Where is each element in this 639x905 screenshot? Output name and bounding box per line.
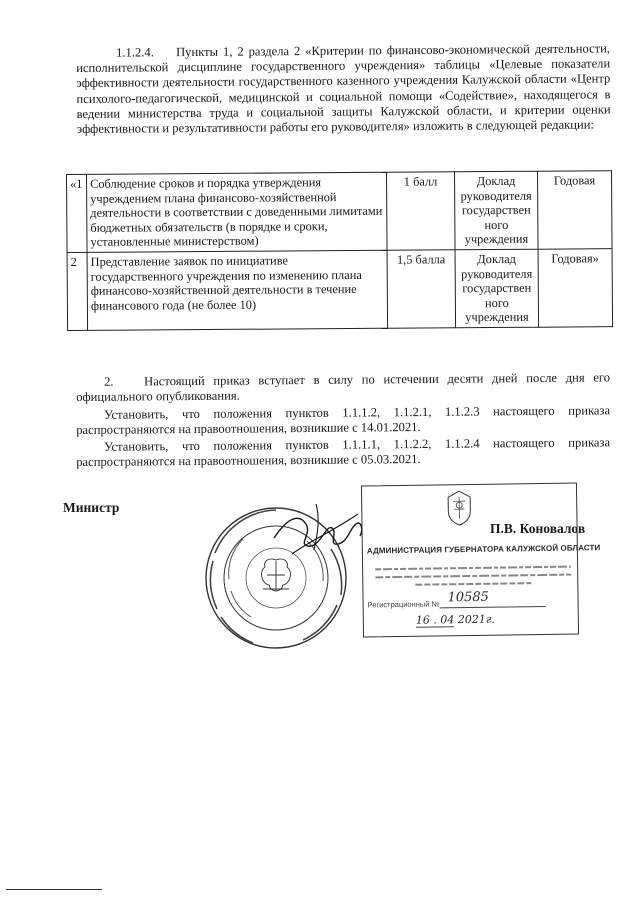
registration-stamp bbox=[361, 482, 601, 637]
row-number: 2 bbox=[67, 252, 88, 330]
paragraph-text: Настоящий приказ вступает в силу по истечении десяти дней после дня его официального опубликования. bbox=[76, 370, 611, 405]
paragraph-text: Установить, что положения пунктов 1.1.1.1, 1.1.2.2, 1.1.2.4 настоящего приказа распространяются на правоотношения, возникшие с 05.03.2021. bbox=[76, 435, 611, 470]
coat-of-arms-icon bbox=[444, 489, 475, 527]
registration-number: 10585 bbox=[447, 589, 489, 606]
source-cell: Доклад руководителя государствен ного учреждения bbox=[454, 171, 538, 250]
registration-year: 2021г. bbox=[457, 612, 495, 627]
score-cell: 1 балл bbox=[386, 172, 455, 250]
paragraph-text: Пункты 1, 2 раздела 2 «Критерии по финансово-экономической деятельности, исполнительской дисциплине государственного учреждения» таблицы «Целевые показатели эффективности деятельности государственного казенного учреждения Калужской области «Центр психолого-педагогической, медицинской и социальной помощи «Содействие», находящегося в ведении министерства труда и социальной защиты Калужской области, и критерии оценки эффективности и результативности работы его руководителя» изложить в следующей редакции: bbox=[76, 41, 611, 137]
table-row bbox=[67, 171, 613, 253]
period-cell: Годовая bbox=[537, 171, 612, 249]
paragraph-text: Установить, что положения пунктов 1.1.1.2, 1.1.2.1, 1.1.2.3 настоящего приказа распространяются на правоотношения, возникшие с 14.01.2021. bbox=[76, 403, 611, 438]
stamp-header: АДМИНИСТРАЦИЯ ГУБЕРНАТОРА КАЛУЖСКОЙ ОБЛАСТИ bbox=[366, 543, 601, 556]
score-cell: 1,5 балла bbox=[387, 250, 456, 328]
table-row bbox=[67, 249, 613, 331]
paragraph-number: 1.1.2.4. bbox=[115, 45, 154, 60]
registration-date bbox=[416, 612, 556, 628]
paragraph-number: 2. bbox=[103, 374, 114, 389]
registration-label: Регистрационный № bbox=[367, 599, 440, 610]
paragraph-2 bbox=[76, 370, 610, 405]
signer-title: Министр bbox=[63, 500, 120, 515]
signer-name: П.В. Коновалов bbox=[490, 521, 586, 536]
paragraph-4 bbox=[76, 435, 610, 470]
paragraph-1-1-2-4 bbox=[76, 41, 611, 137]
registration-date-value: 16 . 04 bbox=[415, 613, 455, 627]
stamp-text-line bbox=[375, 580, 571, 589]
footnote-separator bbox=[6, 889, 102, 890]
source-cell: Доклад руководителя государствен ного учреждения bbox=[455, 249, 539, 328]
paragraph-3 bbox=[76, 403, 610, 438]
criterion-cell: Соблюдение сроков и порядка утверждения учреждением плана финансово-хозяйственной деятельности в соответствии с доведенными лимитами бюджетных обязательств (в порядке и сроки, установленные министерством) bbox=[87, 172, 388, 252]
row-number: «1 bbox=[67, 174, 88, 252]
criterion-cell: Представление заявок по инициативе государственного учреждения по изменению плана финансово-хозяйственной деятельности в течение финансового года (не более 10) bbox=[87, 250, 388, 330]
criteria-table bbox=[66, 170, 613, 331]
period-cell: Годовая» bbox=[538, 249, 613, 327]
handwritten-signature bbox=[268, 494, 368, 564]
